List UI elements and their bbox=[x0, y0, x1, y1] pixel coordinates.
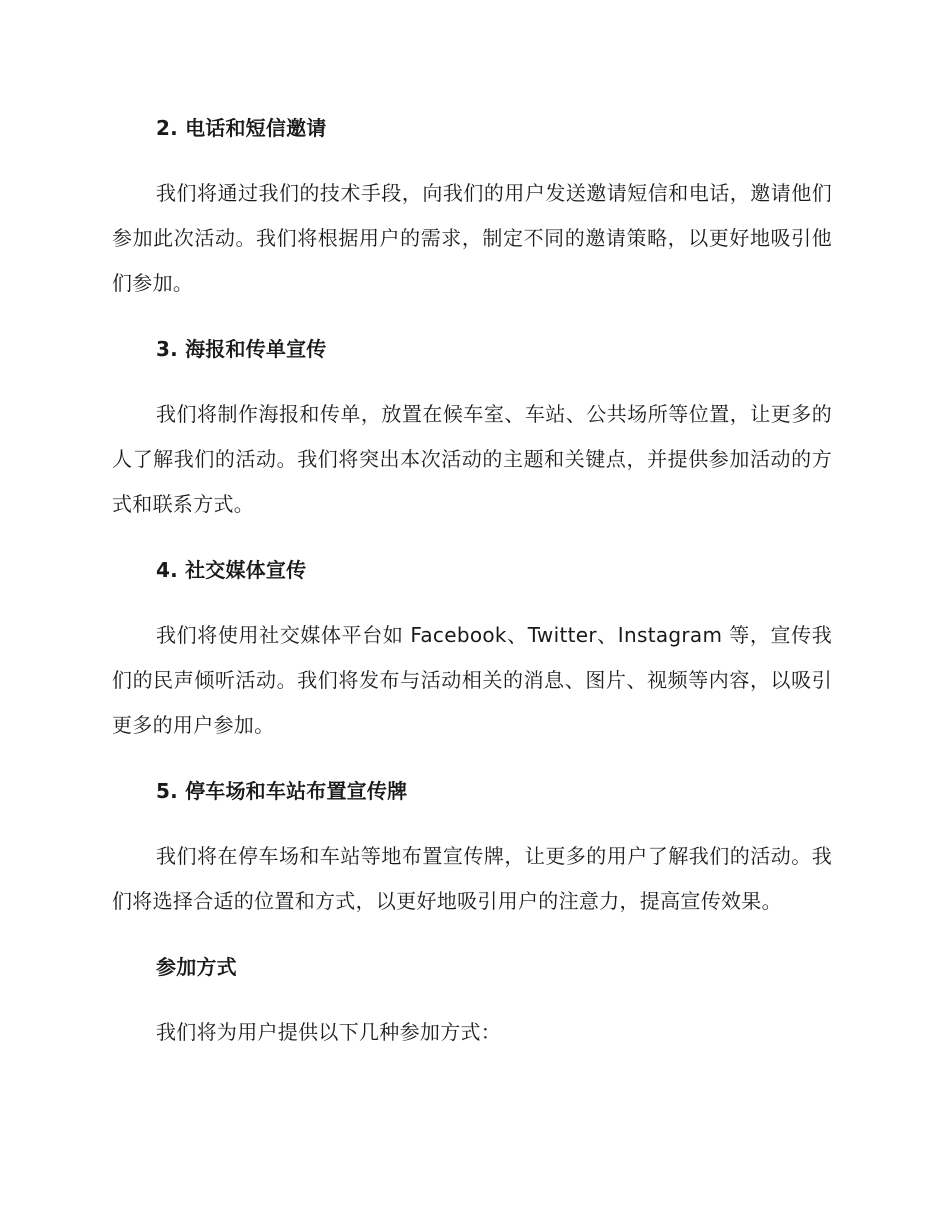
section-heading: 5. 停车场和车站布置宣传牌 bbox=[156, 779, 408, 803]
section-paragraph: 我们将通过我们的技术手段，向我们的用户发送邀请短信和电话，邀请他们参加此次活动。我们将根据用户的需求，制定不同的邀请策略，以更好地吸引他们参加。 bbox=[112, 181, 832, 295]
section-heading: 3. 海报和传单宣传 bbox=[156, 337, 327, 361]
section-paragraph: 我们将制作海报和传单，放置在候车室、车站、公共场所等位置，让更多的人了解我们的活动。我们将突出本次活动的主题和关键点，并提供参加活动的方式和联系方式。 bbox=[112, 402, 832, 516]
section-paragraph: 我们将在停车场和车站等地布置宣传牌，让更多的用户了解我们的活动。我们将选择合适的位置和方式，以更好地吸引用户的注意力，提高宣传效果。 bbox=[112, 844, 832, 913]
section-paragraph: 我们将使用社交媒体平台如 Facebook、Twitter、Instagram 等，宣传我们的民声倾听活动。我们将发布与活动相关的消息、图片、视频等内容，以吸引更多的用户参加。 bbox=[112, 623, 832, 737]
section-paragraph: 我们将为用户提供以下几种参加方式： bbox=[156, 1020, 502, 1044]
section-heading: 2. 电话和短信邀请 bbox=[156, 116, 327, 140]
document-body bbox=[112, 112, 832, 1055]
section-heading: 参加方式 bbox=[156, 955, 237, 979]
section-heading: 4. 社交媒体宣传 bbox=[156, 558, 307, 582]
